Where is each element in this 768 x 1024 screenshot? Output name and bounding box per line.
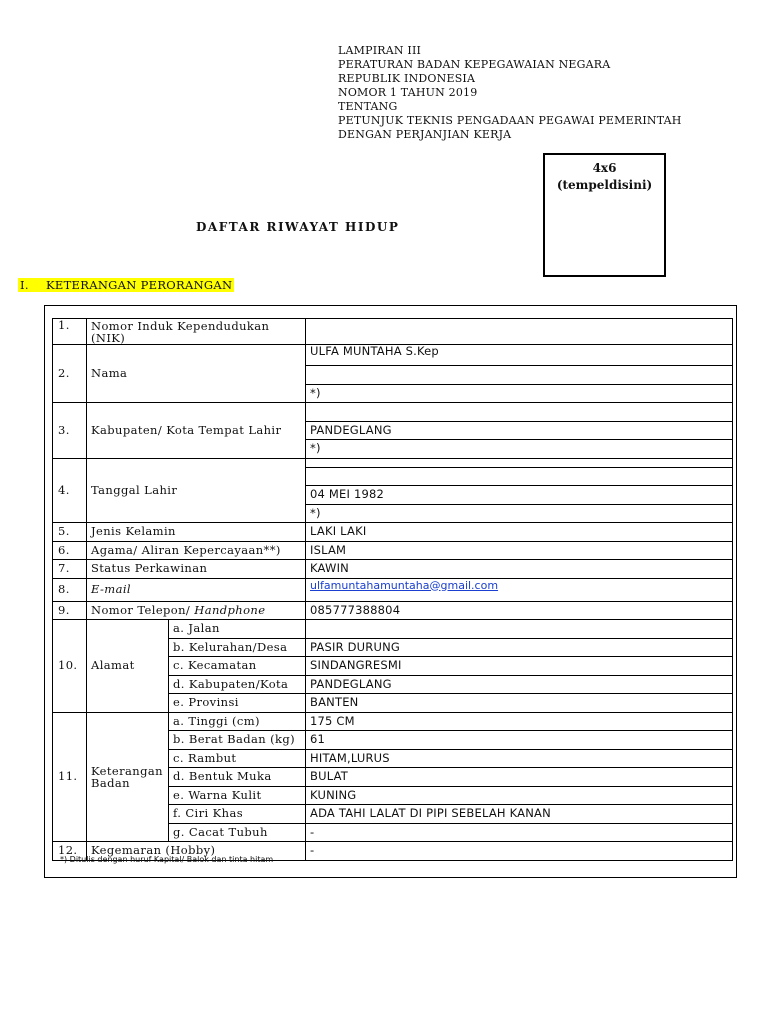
header-line: PETUNJUK TEKNIS PENGADAAN PEGAWAI PEMERINTAH (338, 114, 682, 127)
district-value: SINDANGRESMI (306, 657, 733, 676)
sub-label: a. Jalan (169, 620, 306, 639)
table-row (53, 620, 733, 639)
row-number: 3. (53, 403, 87, 459)
row-label: E-mail (87, 578, 306, 601)
hobby-value: - (306, 842, 733, 861)
phone-value: 085777388804 (306, 601, 733, 620)
footnote: *) Ditulis dengan huruf Kapital/ Balok dan tinta hitam (60, 855, 274, 864)
distinct-mark-value: ADA TAHI LALAT DI PIPI SEBELAH KANAN (306, 805, 733, 824)
weight-value: 61 (306, 731, 733, 750)
section-label: KETERANGAN PERORANGAN (46, 278, 233, 292)
birthdate-blank-line (306, 467, 733, 486)
birthdate-blank-line (306, 458, 733, 467)
email-link[interactable]: ulfamuntahamuntaha@gmail.com (310, 578, 499, 592)
sub-label: b. Berat Badan (kg) (169, 731, 306, 750)
row-label: Jenis Kelamin (87, 523, 306, 542)
birthplace-blank-line (306, 403, 733, 422)
skin-color-value: KUNING (306, 786, 733, 805)
row-number: 9. (53, 601, 87, 620)
row-number: 7. (53, 560, 87, 579)
row-number: 5. (53, 523, 87, 542)
marital-status-value: KAWIN (306, 560, 733, 579)
row-label (87, 601, 306, 620)
row-label: Nomor Induk Kependudukan (NIK) (87, 319, 306, 345)
photo-size: 4x6 (592, 161, 617, 175)
birthdate-value: 04 MEI 1982 (306, 486, 733, 505)
name-blank-line (306, 366, 733, 385)
email-cell (306, 578, 733, 601)
table-row (53, 712, 733, 731)
row-label: Status Perkawinan (87, 560, 306, 579)
header-line: NOMOR 1 TAHUN 2019 (338, 86, 478, 99)
birthplace-mark: *) (306, 440, 733, 459)
sub-label: d. Kabupaten/Kota (169, 675, 306, 694)
header-line: LAMPIRAN III (338, 44, 422, 57)
province-value: BANTEN (306, 694, 733, 713)
table-row (53, 319, 733, 345)
row-number: 4. (53, 458, 87, 523)
photo-note: (tempeldisini) (556, 178, 653, 192)
table-row (53, 541, 733, 560)
row-label: Kabupaten/ Kota Tempat Lahir (87, 403, 306, 459)
religion-value: ISLAM (306, 541, 733, 560)
table-row (53, 601, 733, 620)
document-header (338, 44, 682, 142)
sub-label: c. Rambut (169, 749, 306, 768)
row-number: 1. (53, 319, 87, 345)
section-number: I. (20, 278, 29, 292)
disability-value: - (306, 823, 733, 842)
personal-info-table (52, 318, 733, 861)
row-label: Nama (87, 345, 306, 403)
header-line: TENTANG (338, 100, 398, 113)
row-number: 10. (53, 620, 87, 713)
table-row (53, 578, 733, 601)
sub-label: c. Kecamatan (169, 657, 306, 676)
sub-label: b. Kelurahan/Desa (169, 638, 306, 657)
document-title: DAFTAR RIWAYAT HIDUP (196, 220, 400, 234)
row-label: Tanggal Lahir (87, 458, 306, 523)
table-row (53, 403, 733, 422)
row-number: 11. (53, 712, 87, 842)
phone-label: Nomor Telepon/ (91, 602, 191, 617)
header-line: DENGAN PERJANJIAN KERJA (338, 128, 512, 141)
row-number: 12. (53, 842, 87, 861)
row-label: Alamat (87, 620, 169, 713)
height-value: 175 CM (306, 712, 733, 731)
sub-label: g. Cacat Tubuh (169, 823, 306, 842)
photo-box (543, 153, 666, 277)
name-value: ULFA MUNTAHA S.Kep (306, 345, 733, 366)
face-shape-value: BULAT (306, 768, 733, 787)
sub-label: d. Bentuk Muka (169, 768, 306, 787)
street-value (306, 620, 733, 639)
table-row (53, 458, 733, 467)
sub-label: e. Warna Kulit (169, 786, 306, 805)
birthplace-value: PANDEGLANG (306, 421, 733, 440)
row-number: 2. (53, 345, 87, 403)
sub-label: a. Tinggi (cm) (169, 712, 306, 731)
village-value: PASIR DURUNG (306, 638, 733, 657)
table-row (53, 523, 733, 542)
birthdate-mark: *) (306, 504, 733, 523)
name-mark: *) (306, 384, 733, 403)
row-label: Agama/ Aliran Kepercayaan**) (87, 541, 306, 560)
section-heading (18, 278, 234, 292)
hair-value: HITAM,LURUS (306, 749, 733, 768)
header-line: REPUBLIK INDONESIA (338, 72, 476, 85)
row-label: Kegemaran (Hobby) (87, 842, 306, 861)
gender-value: LAKI LAKI (306, 523, 733, 542)
header-line: PERATURAN BADAN KEPEGAWAIAN NEGARA (338, 58, 611, 71)
row-number: 6. (53, 541, 87, 560)
phone-label-italic: Handphone (194, 602, 266, 617)
nik-value (306, 319, 733, 345)
sub-label: e. Provinsi (169, 694, 306, 713)
row-number: 8. (53, 578, 87, 601)
table-row (53, 345, 733, 366)
sub-label: f. Ciri Khas (169, 805, 306, 824)
row-label: Keterangan Badan (87, 712, 169, 842)
regency-value: PANDEGLANG (306, 675, 733, 694)
table-row (53, 560, 733, 579)
